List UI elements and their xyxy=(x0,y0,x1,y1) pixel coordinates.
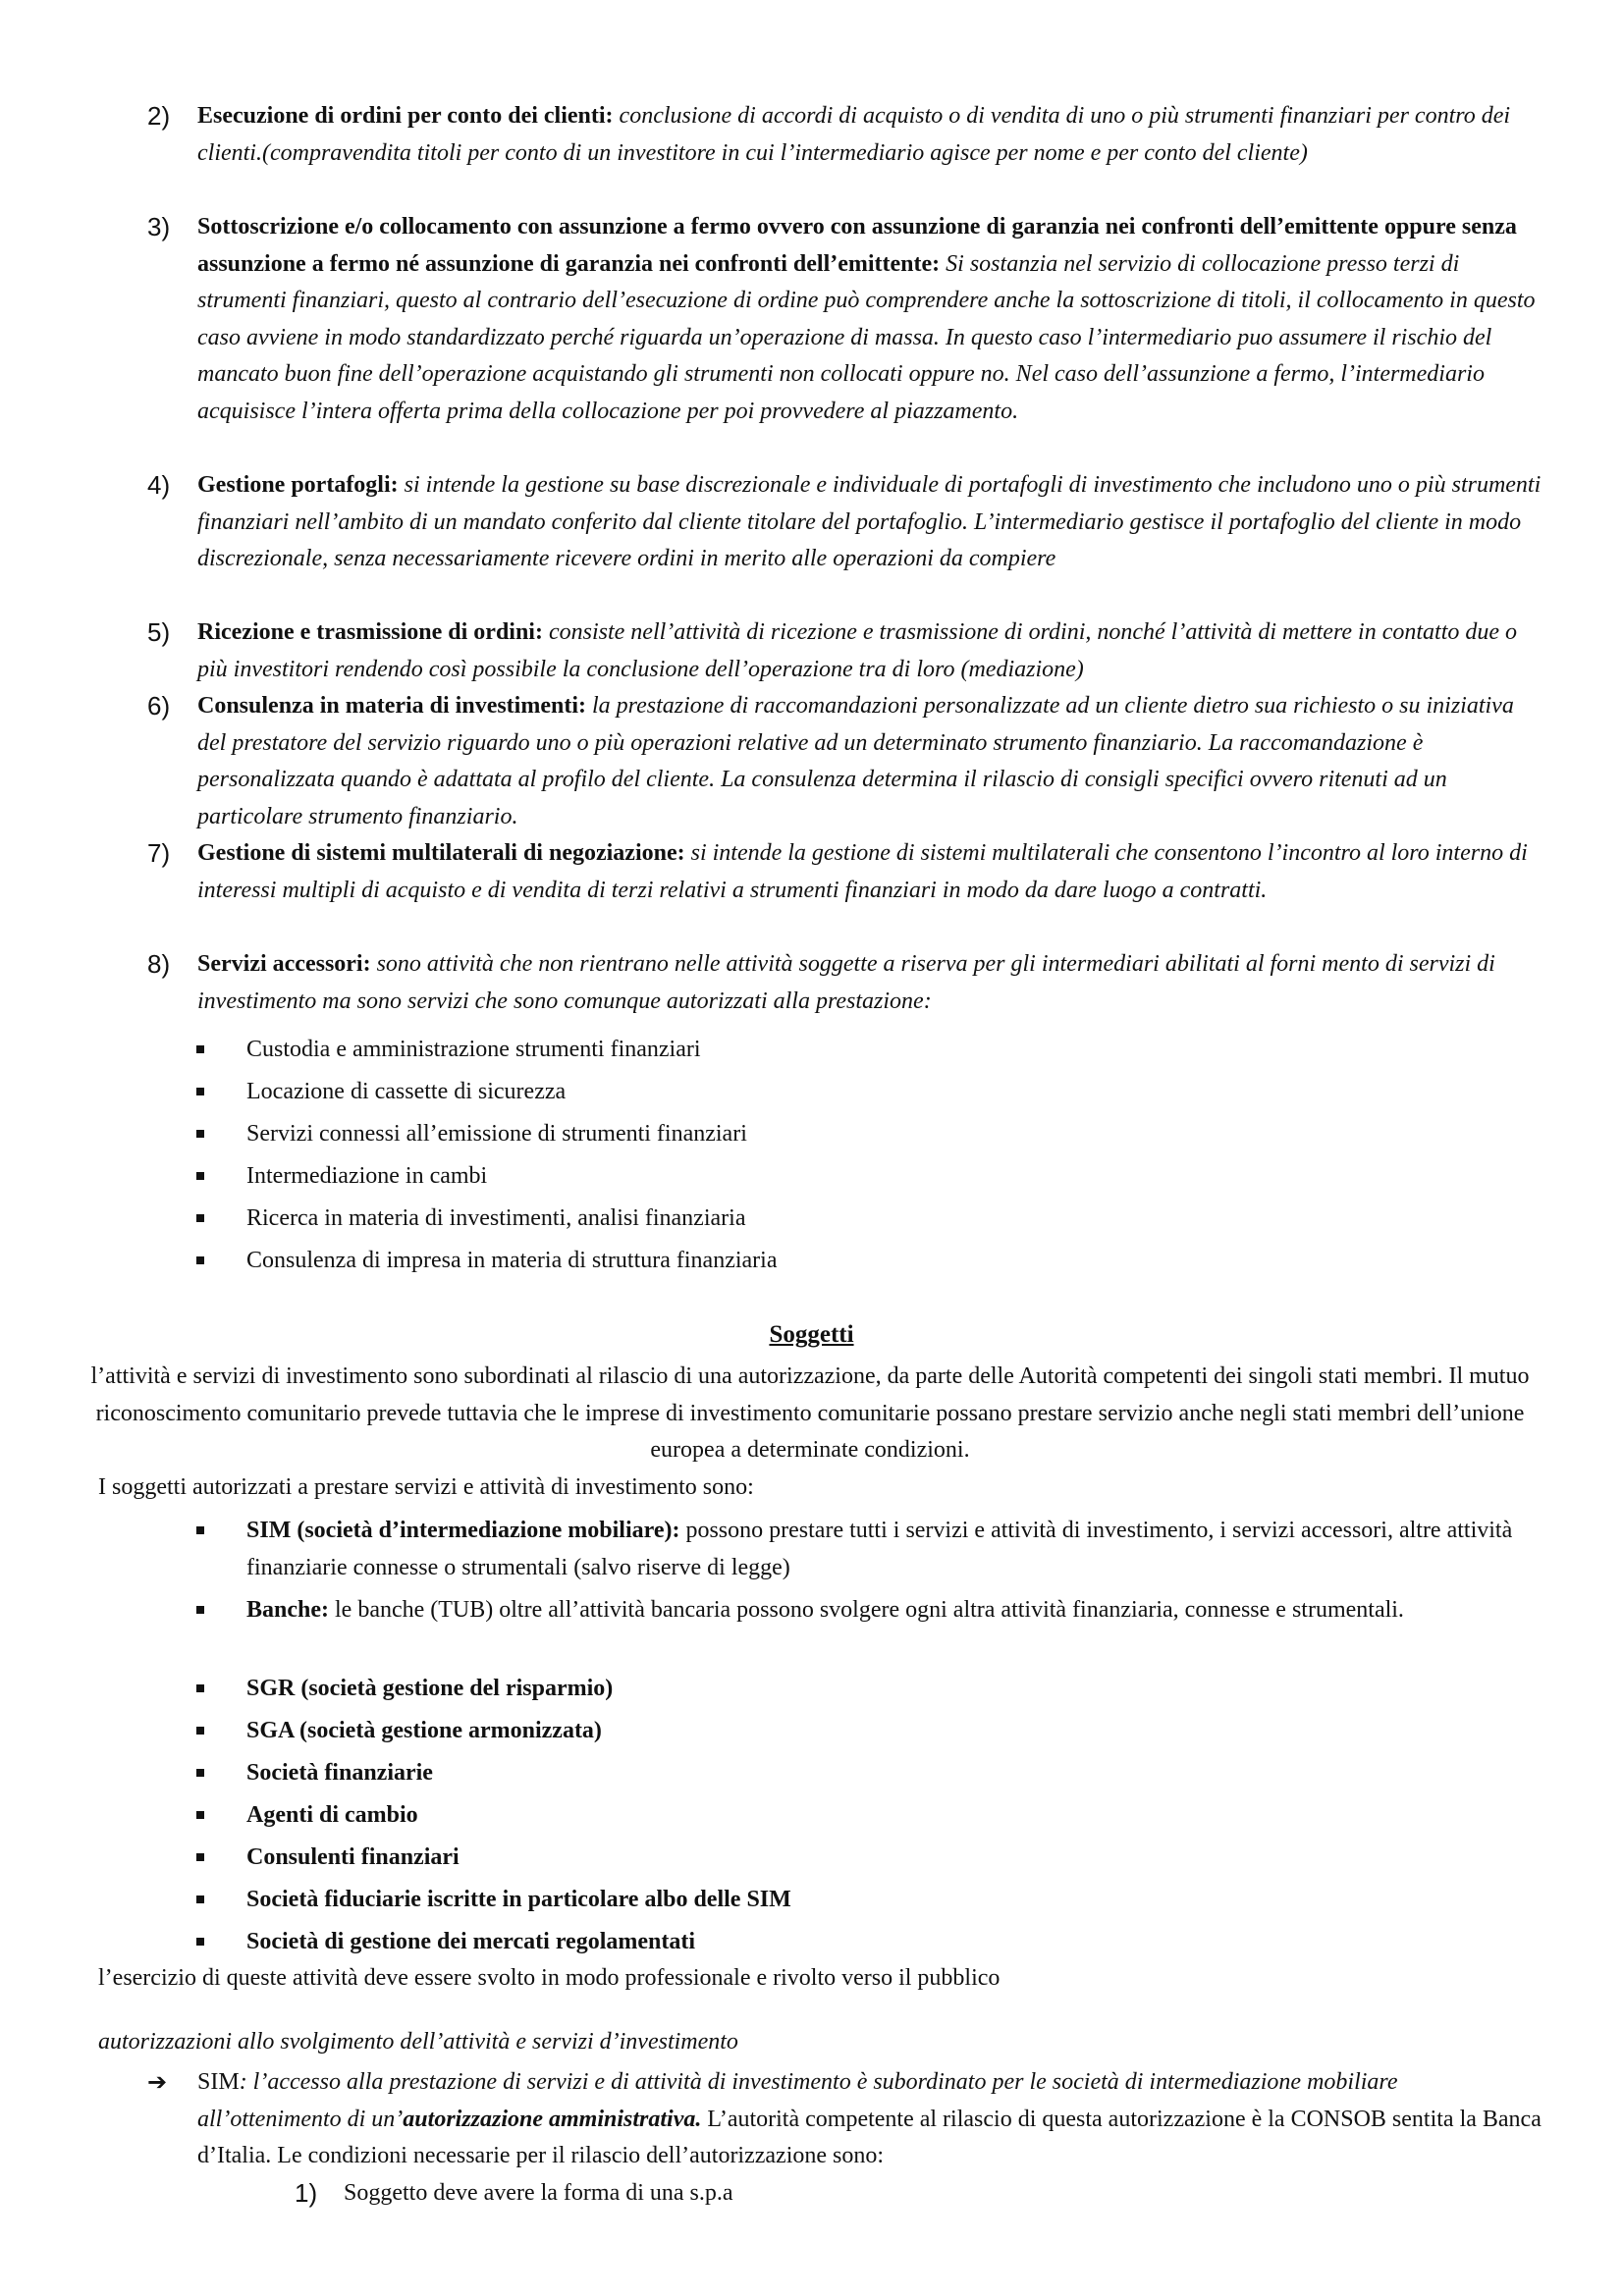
item-description: sono attività che non rientrano nelle attività soggette a riserva per gli intermediari abilitati al forni mento di servizi di investimento ma sono servizi che sono comunque autorizzati alla prestazione: xyxy=(197,951,1495,1014)
accessory-service-item: Ricerca in materia di investimenti, analisi finanziaria xyxy=(196,1201,1551,1238)
item-number: 8) xyxy=(147,949,171,979)
square-bullet-icon xyxy=(196,1684,204,1692)
item-description: Si sostanzia nel servizio di collocazione presso terzi di strumenti finanziari, questo al contrario dell’esecuzione di ordine può comprendere anche la sottoscrizione di titoli, il collocamento in questo caso avviene in modo standardizzato perché riguarda un’operazione di massa. In questo caso l’intermediario puo assumere il rischio del mancato buon fine dell’operazione acquistando gli strumenti non collocati oppure no. Nel caso dell’assunzione a fermo, l’intermediario acquisisce l’intera offerta prima della collocazione per poi provvedere al piazzamento. xyxy=(197,250,1536,424)
numbered-item-2 xyxy=(147,98,1542,172)
square-bullet-icon xyxy=(196,1130,204,1138)
soggetti-intro: l’attività e servizi di investimento sono subordinati al rilascio di una autorizzazione, da parte delle Autorità competenti dei singoli stati membri. Il mutuo riconoscimento comunitario prevede tuttavia che le imprese di investimento comunitarie possano prestare servizio anche negli stati membri dell’unione europea a determinate condizioni. xyxy=(90,1363,1530,1463)
item-number: 4) xyxy=(147,470,171,500)
soggetto-item: SGR (società gestione del risparmio) xyxy=(196,1671,1551,1708)
condition-text: Soggetto deve avere la forma di una s.p.a xyxy=(344,2180,733,2206)
square-bullet-icon xyxy=(196,1606,204,1614)
item-title: Ricezione e trasmissione di ordini: xyxy=(197,619,543,645)
soggetto-item: Agenti di cambio xyxy=(196,1797,1551,1835)
square-bullet-icon xyxy=(196,1256,204,1264)
soggetto-item: Società di gestione dei mercati regolamentati xyxy=(196,1924,1551,1961)
soggetto-item: Società finanziarie xyxy=(196,1755,1551,1792)
section-heading-soggetti: Soggetti xyxy=(769,1321,854,1348)
item-title: Sottoscrizione e/o collocamento con assunzione a fermo ovvero con assunzione di garanzia nei confronti dell’emittente oppure senza assunzione a fermo né assunzione di garanzia nei confronti dell’emittente: xyxy=(197,214,1517,277)
square-bullet-icon xyxy=(196,1811,204,1819)
square-bullet-icon xyxy=(196,1853,204,1861)
accessory-service-item: Locazione di cassette di sicurezza xyxy=(196,1074,1551,1111)
arrow-right-icon: ➔ xyxy=(147,2068,168,2096)
numbered-item-6 xyxy=(147,688,1542,835)
item-description: si intende la gestione su base discrezionale e individuale di portafogli di investimento che includono uno o più strumenti finanziari nell’ambito di un mandato conferito dal cliente titolare del portafoglio. L’intermediario gestisce il portafoglio del cliente in modo discrezionale, senza necessariamente ricevere ordini in merito alle operazioni da compiere xyxy=(197,472,1542,571)
item-number: 6) xyxy=(147,691,171,721)
item-number: 3) xyxy=(147,212,171,241)
soggetti-lead: I soggetti autorizzati a prestare servizi e attività di investimento sono: xyxy=(98,1474,754,1500)
accessory-service-item: Consulenza di impresa in materia di struttura finanziaria xyxy=(196,1243,1551,1280)
square-bullet-icon xyxy=(196,1088,204,1095)
item-number: 1) xyxy=(295,2178,318,2208)
item-title: Servizi accessori: xyxy=(197,951,371,977)
numbered-item-5 xyxy=(147,614,1542,688)
numbered-item-8 xyxy=(147,946,1542,1020)
condition-item-1 xyxy=(295,2175,1532,2213)
soggetto-item: Consulenti finanziari xyxy=(196,1840,1551,1877)
numbered-item-3 xyxy=(147,209,1542,430)
item-number: 2) xyxy=(147,101,171,131)
item-title: Esecuzione di ordini per conto dei clienti: xyxy=(197,103,614,129)
item-title: Consulenza in materia di investimenti: xyxy=(197,693,586,719)
accessory-service-item: Intermediazione in cambi xyxy=(196,1158,1551,1196)
soggetto-item: SGA (società gestione armonizzata) xyxy=(196,1713,1551,1750)
square-bullet-icon xyxy=(196,1045,204,1053)
autorizzazioni-title: autorizzazioni allo svolgimento dell’attività e servizi d’investimento xyxy=(98,2029,738,2055)
square-bullet-icon xyxy=(196,1526,204,1534)
item-number: 7) xyxy=(147,838,171,868)
item-description: si intende la gestione di sistemi multilaterali che consentono l’incontro al loro interno di interessi multipli di acquisto e di vendita di terzi relativi a strumenti finanziari in modo da dare luogo a contratti. xyxy=(197,840,1528,903)
item-title: Gestione portafogli: xyxy=(197,472,399,498)
square-bullet-icon xyxy=(196,1769,204,1777)
square-bullet-icon xyxy=(196,1172,204,1180)
soggetto-item: SIM (società d’intermediazione mobiliare): possono prestare tutti i servizi e attività di investimento, i servizi accessori, altre attività finanziarie connesse o strumentali (salvo riserve di legge) xyxy=(196,1513,1551,1586)
square-bullet-icon xyxy=(196,1896,204,1903)
soggetto-item: Banche: le banche (TUB) oltre all’attività bancaria possono svolgere ogni altra attività finanziaria, connesse e strumentali. xyxy=(196,1592,1551,1629)
item-description: la prestazione di raccomandazioni personalizzate ad un cliente dietro sua richiesto o su iniziativa del prestatore del servizio riguardo uno o più operazioni relative ad un determinato strumento finanziario. La raccomandazione è personalizzata quando è adattata al profilo del cliente. La consulenza determina il rilascio di consigli specifici ovvero ritenuti ad un particolare strumento finanziario. xyxy=(197,693,1514,829)
item-description: consiste nell’attività di ricezione e trasmissione di ordini, nonché l’attività di mettere in contatto due o più investitori rendendo così possibile la conclusione dell’operazione tra di loro (mediazione) xyxy=(197,619,1518,682)
accessory-service-item: Servizi connessi all’emissione di strumenti finanziari xyxy=(196,1116,1551,1153)
numbered-item-7 xyxy=(147,835,1542,909)
square-bullet-icon xyxy=(196,1938,204,1946)
item-description: conclusione di accordi di acquisto o di vendita di uno o più strumenti finanziari per contro dei clienti.(compravendita titoli per conto di un investitore in cui l’intermediario agisce per nome e per conto del cliente) xyxy=(197,103,1511,166)
accessory-service-item: Custodia e amministrazione strumenti finanziari xyxy=(196,1032,1551,1069)
item-number: 5) xyxy=(147,617,171,647)
item-title: Gestione di sistemi multilaterali di negoziazione: xyxy=(197,840,685,866)
numbered-item-4 xyxy=(147,467,1542,578)
square-bullet-icon xyxy=(196,1727,204,1735)
soggetto-item: Società fiduciarie iscritte in particolare albo delle SIM xyxy=(196,1882,1551,1919)
square-bullet-icon xyxy=(196,1214,204,1222)
sim-authorization-paragraph: ➔ SIM: l’accesso alla prestazione di servizi e di attività di investimento è subordinato per le società di intermediazione mobiliare all’ottenimento di un’autorizzazione amministrativa. L’autorità competente al rilascio di questa autorizzazione è la CONSOB sentita la Banca d’Italia. Le condizioni necessarie per il rilascio dell’autorizzazione sono: xyxy=(147,2064,1542,2175)
soggetti-closing: l’esercizio di queste attività deve essere svolto in modo professionale e rivolto verso il pubblico xyxy=(98,1965,1001,1991)
